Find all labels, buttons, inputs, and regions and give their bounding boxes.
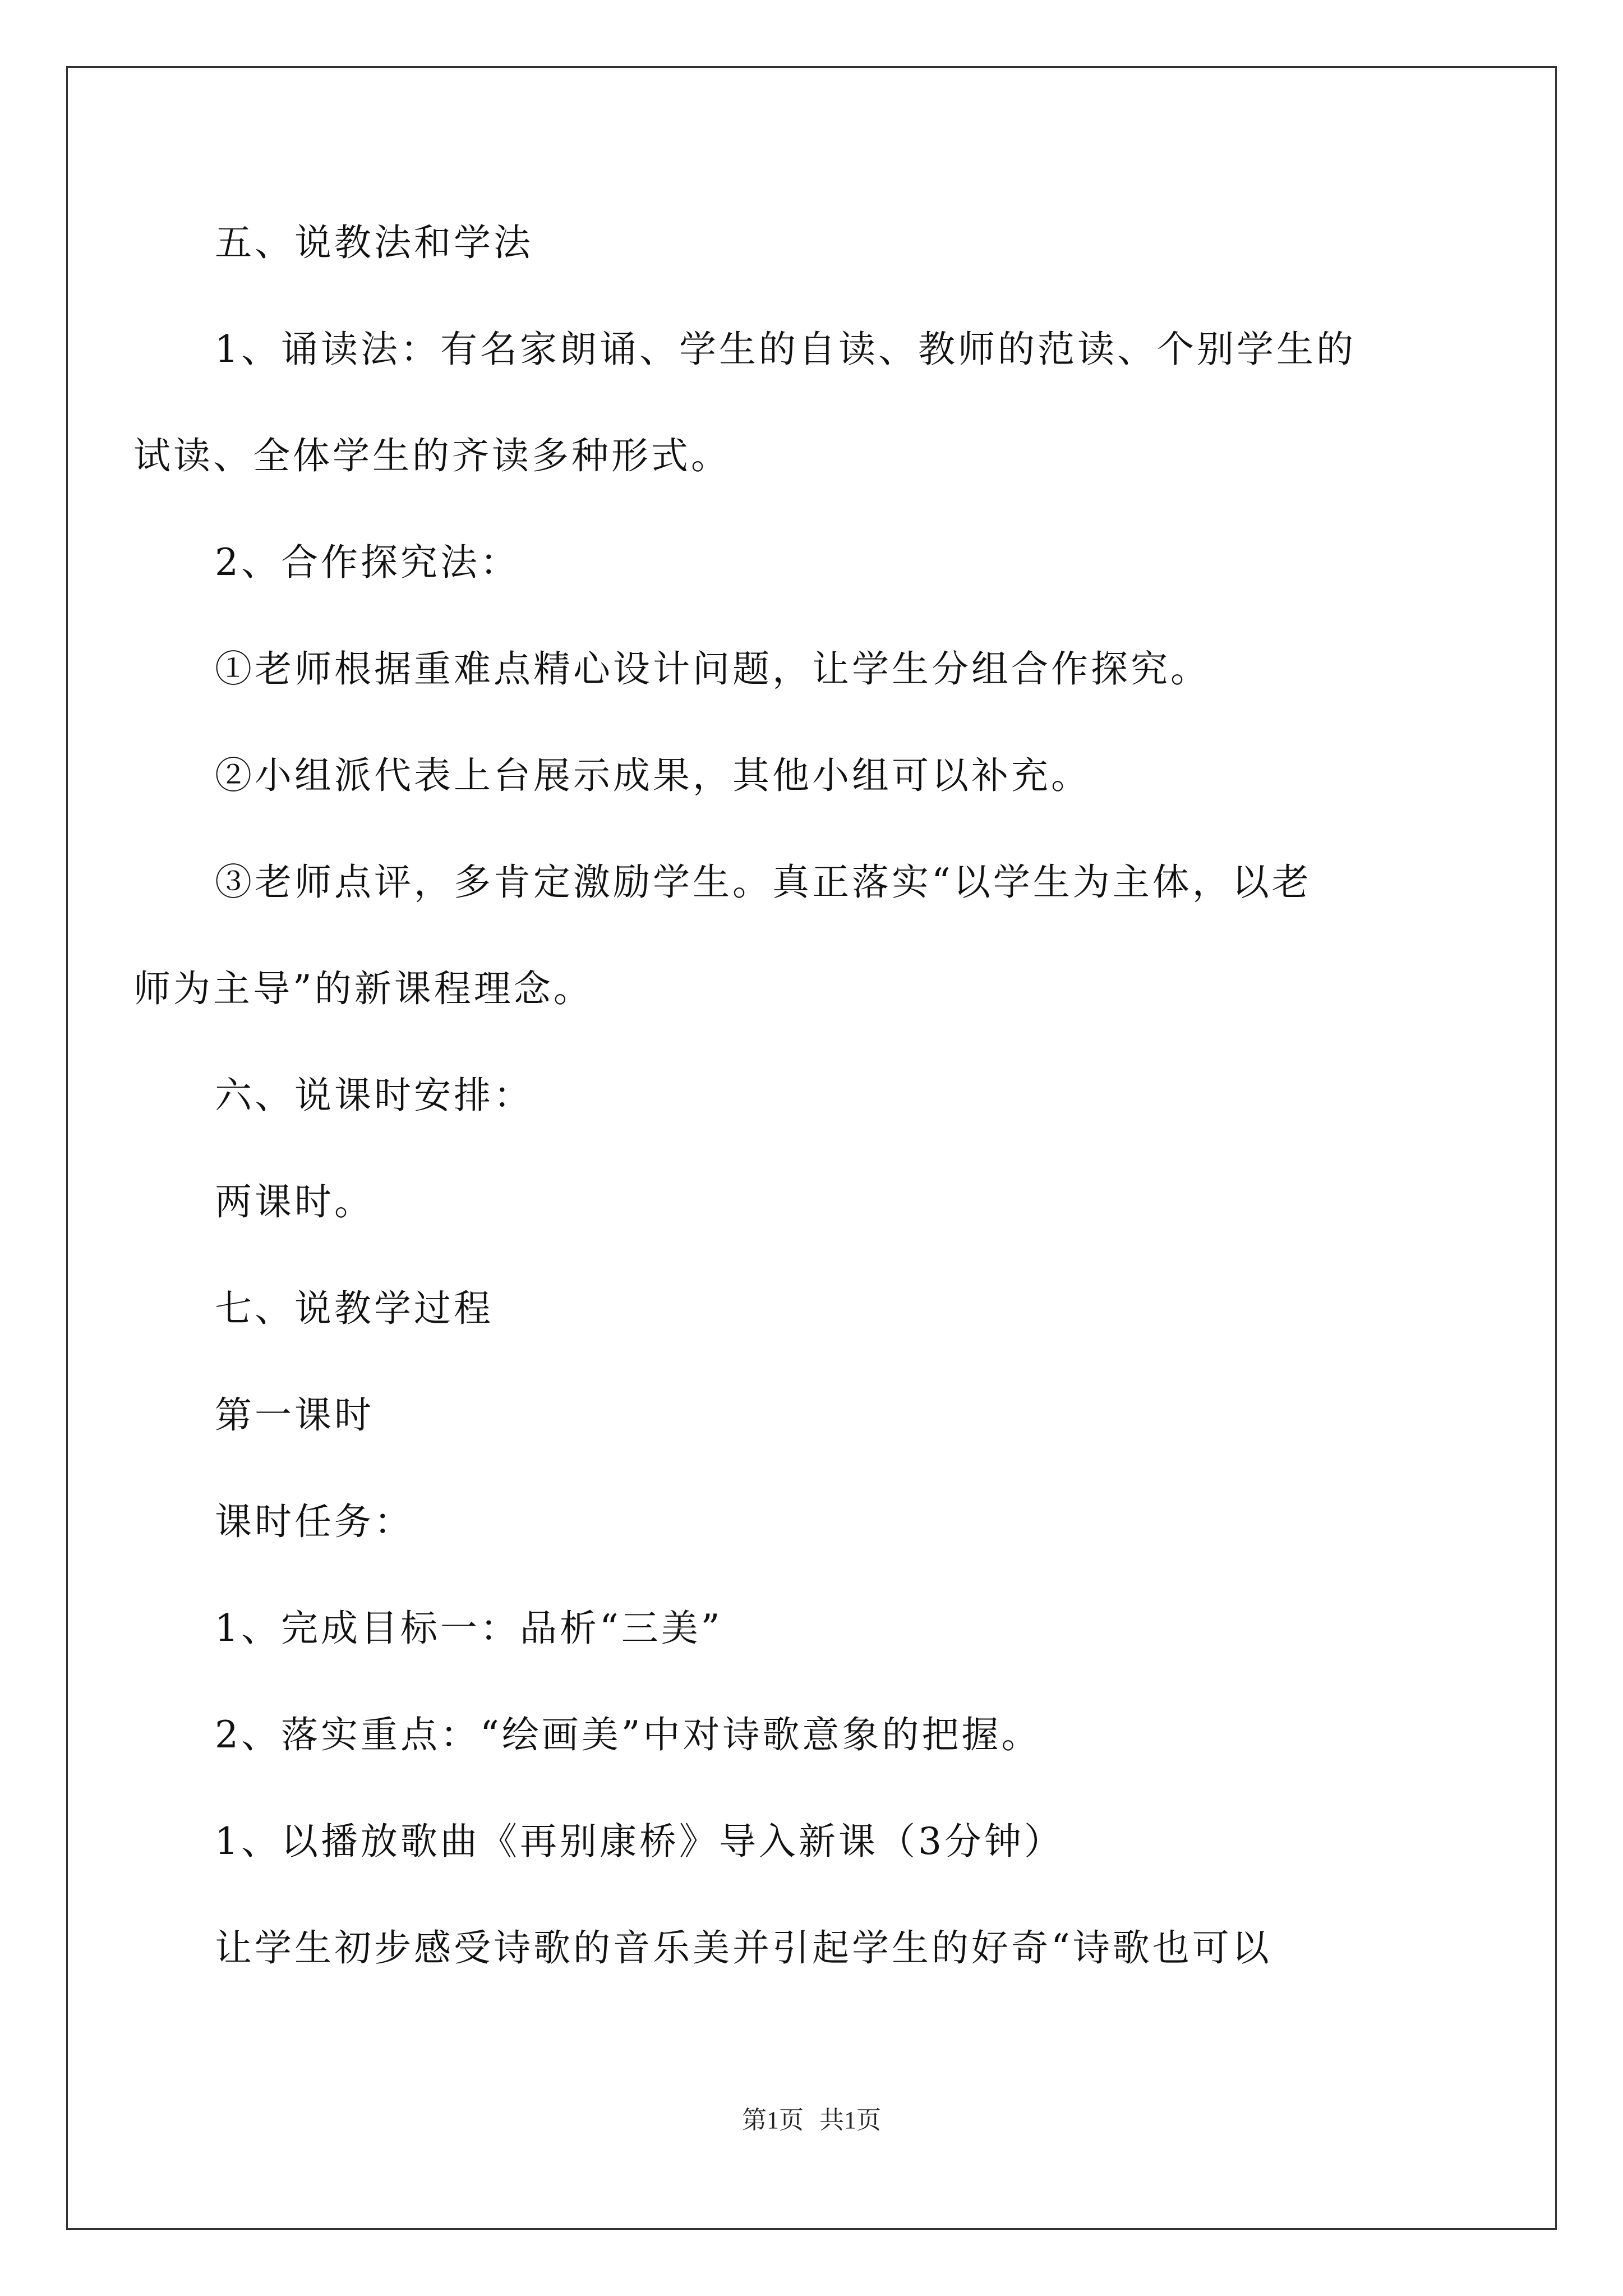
paragraph: ①老师根据重难点精心设计问题，让学生分组合作探究。 <box>215 647 1210 691</box>
paragraph: 2、落实重点：“绘画美”中对诗歌意象的把握。 <box>215 1713 1041 1756</box>
page-number-total: 共1页 <box>819 2106 881 2134</box>
paragraph: 1、完成目标一：品析“三美” <box>215 1607 723 1650</box>
page-border <box>66 66 1557 2230</box>
page-number-current: 第1页 <box>742 2106 804 2134</box>
paragraph: 2、合作探究法： <box>215 541 520 584</box>
paragraph-continuation: 师为主导”的新课程理念。 <box>133 967 593 1010</box>
paragraph: 1、诵读法：有名家朗诵、学生的自读、教师的范读、个别学生的 <box>215 328 1356 371</box>
paragraph: 两课时。 <box>215 1180 374 1223</box>
paragraph: 让学生初步感受诗歌的音乐美并引起学生的好奇“诗歌也可以 <box>215 1926 1272 1970</box>
paragraph: ③老师点评，多肯定激励学生。真正落实“以学生为主体，以老 <box>215 861 1312 904</box>
paragraph: 课时任务： <box>215 1500 414 1543</box>
section-heading-5: 五、说教法和学法 <box>215 221 533 264</box>
paragraph: 1、以播放歌曲《再别康桥》导入新课（3分钟） <box>215 1820 1064 1863</box>
paragraph: 第一课时 <box>215 1393 374 1437</box>
paragraph: ②小组派代表上台展示成果，其他小组可以补充。 <box>215 754 1091 797</box>
page-footer <box>0 2104 1623 2137</box>
section-heading-6: 六、说课时安排： <box>215 1074 533 1117</box>
section-heading-7: 七、说教学过程 <box>215 1287 494 1330</box>
paragraph-continuation: 试读、全体学生的齐读多种形式。 <box>133 434 731 477</box>
